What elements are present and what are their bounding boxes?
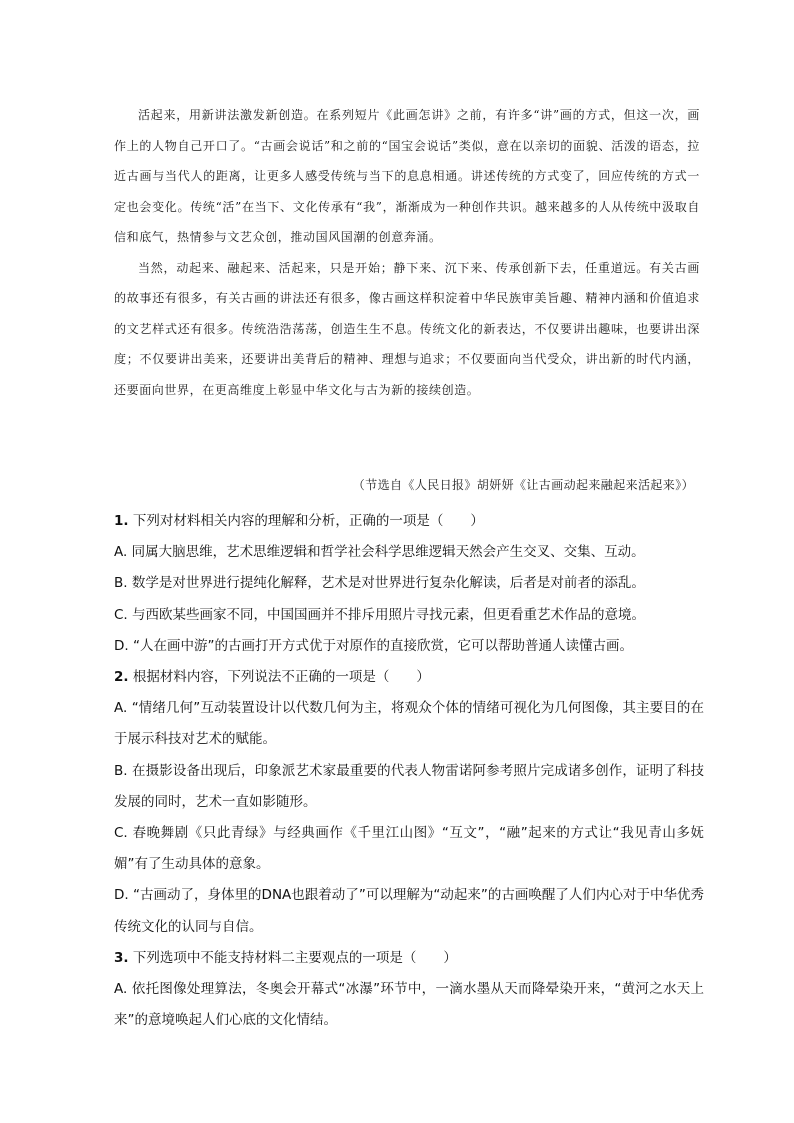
question-2-option-a: A. “情绪几何”互动装置设计以代数几何为主，将观众个体的情绪可视化为几何图像，其主要目的在于展示科技对艺术的赋能。 — [114, 700, 704, 748]
question-1-option-c: C. 与西欧某些画家不同，中国国画并不排斥用照片寻找元素，但更看重艺术作品的意境。 — [114, 606, 646, 623]
question-1-option-b: B. 数学是对世界进行提纯化解释，艺术是对世界进行复杂化解读，后者是对前者的添乱。 — [114, 575, 645, 592]
question-3-option-a: A. 依托图像处理算法，冬奥会开幕式“冰瀑”环节中，一滴水墨从天而降晕染开来，“黄河之水天上来”的意境唤起人们心底的文化情结。 — [114, 981, 704, 1029]
question-1-option-a: A. 同属大脑思维，艺术思维逻辑和哲学社会科学思维逻辑天然会产生交叉、交集、互动。 — [114, 544, 645, 561]
question-2-option-d: D. “古画动了，身体里的DNA也跟着动了”可以理解为“动起来”的古画唤醒了人们内心对于中华优秀传统文化的认同与自信。 — [114, 887, 704, 935]
question-text: 下列选项中不能支持材料二主要观点的一项是（ ） — [132, 949, 457, 966]
question-3-stem — [114, 943, 704, 974]
reading-passage — [114, 100, 700, 405]
question-1-option-d: D. “人在画中游”的古画打开方式优于对原作的直接欣赏，它可以帮助普通人读懂古画。 — [114, 637, 633, 654]
question-number: 2. — [114, 669, 129, 686]
question-text: 根据材料内容，下列说法不正确的一项是（ ） — [132, 669, 430, 686]
passage-paragraph: 当然，动起来、融起来、活起来，只是开始；静下来、沉下来、传承创新下去，任重道远。有关古画的故事还有很多，有关古画的讲法还有很多，像古画这样积淀着中华民族审美旨趣、精神内涵和价值追求的文艺样式还有很多。传统浩浩荡荡，创造生生不息。传统文化的新表达，不仅要讲出趣味，也要讲出深度；不仅要讲出美来，还要讲出美背后的精神、理想与追求；不仅要面向当代受众，讲出新的时代内涵，还要面向世界，在更高维度上彰显中华文化与古为新的接续创造。 — [114, 260, 700, 397]
question-text: 下列对材料相关内容的理解和分析，正确的一项是（ ） — [132, 513, 484, 529]
question-number: 1. — [114, 513, 129, 529]
question-number: 3. — [114, 949, 129, 966]
passage-source: （节选自《人民日报》胡妍妍《让古画动起来融起来活起来》） — [352, 478, 694, 492]
question-2-stem — [114, 662, 704, 693]
question-2-option-c: C. 春晚舞剧《只此青绿》与经典画作《千里江山图》“互文”，“融”起来的方式让“我见青山多妩媚”有了生动具体的意象。 — [114, 825, 704, 873]
question-list — [114, 506, 704, 1036]
question-2-option-b: B. 在摄影设备出现后，印象派艺术家最重要的代表人物雷诺阿参考照片完成诸多创作，证明了科技发展的同时，艺术一直如影随形。 — [114, 762, 704, 810]
question-1-stem — [114, 506, 704, 537]
passage-paragraph: 活起来，用新讲法激发新创造。在系列短片《此画怎讲》之前，有许多“讲”画的方式，但这一次，画作上的人物自己开口了。“古画会说话”和之前的“国宝会说话”类似，意在以亲切的面貌、活泼的语态，拉近古画与当代人的距离，让更多人感受传统与当下的息息相通。讲述传统的方式变了，回应传统的方式一定也会变化。传统“活”在当下、文化传承有“我”，渐渐成为一种创作共识。越来越多的人从传统中汲取自信和底气，热情参与文艺众创，推动国风国潮的创意奔涌。 — [114, 108, 700, 244]
